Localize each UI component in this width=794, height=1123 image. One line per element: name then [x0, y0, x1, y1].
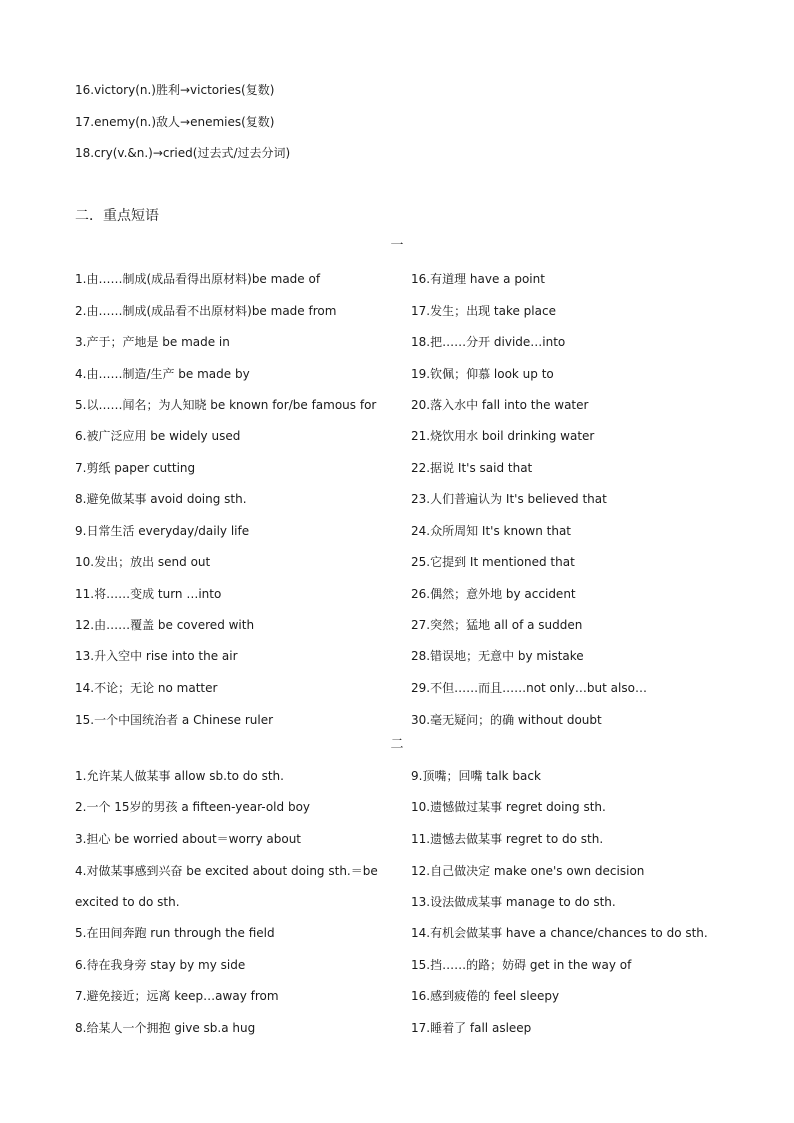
phrase-item: 12.由……覆盖 be covered with	[75, 618, 255, 632]
phrase-item: 15.一个中国统治者 a Chinese ruler	[75, 713, 274, 727]
phrase-item: 17.睡着了 fall asleep	[411, 1021, 532, 1035]
phrase-item: 6.待在我身旁 stay by my side	[75, 958, 246, 972]
phrase-item: 2.一个 15岁的男孩 a fifteen-year-old boy	[75, 800, 311, 814]
phrase-item: 11.遗憾去做某事 regret to do sth.	[411, 832, 604, 846]
phrase-item: 16.有道理 have a point	[411, 272, 545, 286]
phrase-item: 10.遗憾做过某事 regret doing sth.	[411, 800, 606, 814]
word-item: 18.cry(v.&n.)→cried(过去式/过去分词)	[75, 146, 291, 160]
phrase-item: 28.错误地；无意中 by mistake	[411, 649, 584, 663]
phrase-item: 12.自己做决定 make one's own decision	[411, 864, 645, 878]
phrase-item: 29.不但……而且……not only…but also…	[411, 681, 647, 695]
phrase-item: 11.将……变成 turn …into	[75, 587, 222, 601]
phrase-item: 1.由……制成(成品看得出原材料)be made of	[75, 272, 321, 286]
phrase-item: 3.产于；产地是 be made in	[75, 335, 230, 349]
phrase-item: 24.众所周知 It's known that	[411, 524, 572, 538]
phrase-item: 2.由……制成(成品看不出原材料)be made from	[75, 304, 337, 318]
phrase-item: 21.烧饮用水 boil drinking water	[411, 429, 595, 443]
phrase-item: 16.感到疲倦的 feel sleepy	[411, 989, 560, 1003]
phrase-item: 23.人们普遍认为 It's believed that	[411, 492, 607, 506]
phrase-item: 15.挡……的路；妨碍 get in the way of	[411, 958, 632, 972]
phrase-item: 30.毫无疑问；的确 without doubt	[411, 713, 602, 727]
phrase-item: 13.升入空中 rise into the air	[75, 649, 238, 663]
phrase-item: 20.落入水中 fall into the water	[411, 398, 589, 412]
phrase-item: 5.以……闻名；为人知晓 be known for/be famous for	[75, 398, 377, 412]
phrase-item: 14.有机会做某事 have a chance/chances to do sth.	[411, 926, 708, 940]
phrase-item: 7.剪纸 paper cutting	[75, 461, 196, 475]
phrase-item: 19.钦佩；仰慕 look up to	[411, 367, 554, 381]
phrase-item: 10.发出；放出 send out	[75, 555, 211, 569]
phrase-item: 7.避免接近；远离 keep…away from	[75, 989, 279, 1003]
group-title: 二	[390, 737, 404, 752]
group-title: 一	[390, 238, 404, 253]
phrase-item: 27.突然；猛地 all of a sudden	[411, 618, 583, 632]
section-title: 二．重点短语	[75, 208, 159, 224]
phrase-item: 6.被广泛应用 be widely used	[75, 429, 241, 443]
phrase-item: 3.担心 be worried about＝worry about	[75, 832, 302, 846]
word-item: 17.enemy(n.)敌人→enemies(复数)	[75, 115, 275, 129]
phrase-item: 26.偶然；意外地 by accident	[411, 587, 576, 601]
phrase-item: 1.允许某人做某事 allow sb.to do sth.	[75, 769, 284, 783]
phrase-item: 25.它提到 It mentioned that	[411, 555, 575, 569]
phrase-item: 22.据说 It's said that	[411, 461, 533, 475]
phrase-item: 14.不论；无论 no matter	[75, 681, 218, 695]
phrase-item: 13.设法做成某事 manage to do sth.	[411, 895, 616, 909]
phrase-item-continuation: excited to do sth.	[75, 895, 180, 909]
phrase-item: 8.给某人一个拥抱 give sb.a hug	[75, 1021, 256, 1035]
phrase-item: 18.把……分开 divide…into	[411, 335, 566, 349]
phrase-item: 9.日常生活 everyday/daily life	[75, 524, 250, 538]
phrase-item: 5.在田间奔跑 run through the field	[75, 926, 275, 940]
phrase-item: 9.顶嘴；回嘴 talk back	[411, 769, 541, 783]
phrase-item: 4.由……制造/生产 be made by	[75, 367, 250, 381]
phrase-item: 4.对做某事感到兴奋 be excited about doing sth.＝be	[75, 864, 378, 878]
word-item: 16.victory(n.)胜利→victories(复数)	[75, 83, 275, 97]
phrase-item: 8.避免做某事 avoid doing sth.	[75, 492, 247, 506]
phrase-item: 17.发生；出现 take place	[411, 304, 556, 318]
